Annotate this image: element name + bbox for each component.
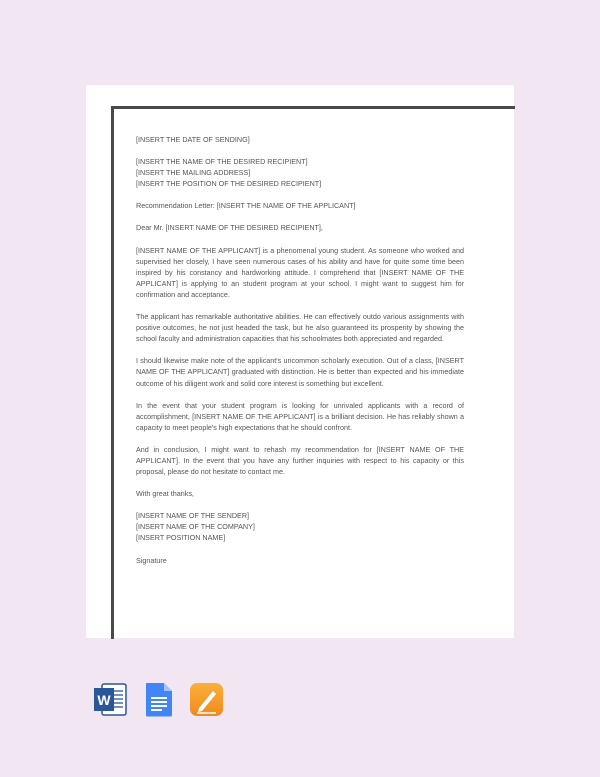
recipient-position: [INSERT THE POSITION OF THE DESIRED RECIPIENT]: [136, 179, 322, 189]
pages-icon[interactable]: [189, 682, 224, 717]
paragraph-4: In the event that your student program is looking for unrivaled applicants with a record of accomplishment, [INSERT NAME OF THE APPLICANT] is a brilliant decision. He has reliably shown a capacity to meet people's high expectations that he should confront.: [136, 400, 464, 432]
letter-body: [136, 134, 464, 577]
letter-closing: With great thanks,: [136, 489, 194, 499]
sender-company: [INSERT NAME OF THE COMPANY]: [136, 522, 255, 532]
paragraph-5: And in conclusion, I might want to rehash my recommendation for [INSERT NAME OF THE APPLICANT]. In the event that you have any further inquiries with respect to his capacity or this proposal, please do not hesitate to contact me.: [136, 444, 464, 477]
paragraph-2: The applicant has remarkable authoritative abilities. He can effectively outdo various assignments with positive outcomes, he not just headed the task, but he also guaranteed its prosperity by showing the school faculty and administration capacities that his schoolmates both appreciated and regarded.: [136, 312, 464, 344]
paragraph-3: I should likewise make note of the applicant's uncommon scholarly execution. Out of a class, [INSERT NAME OF THE APPLICANT] graduated with distinction. He is better than expected and his immediate outcome of his diligent work and solid core interest is something but excellent.: [136, 356, 464, 388]
google-docs-icon[interactable]: [141, 682, 176, 717]
word-icon[interactable]: [93, 682, 128, 717]
paragraph-1: [INSERT NAME OF THE APPLICANT] is a phenomenal young student. As someone who worked and supervised her closely, I have seen numerous cases of his ability and have for quite some time been inspired by his constancy and hardworking attitude. I comprehend that [INSERT NAME OF THE APPLICANT] is applying to an student program at your school. I might want to suggest him for confirmation and acceptance.: [136, 245, 464, 299]
sender-name: [INSERT NAME OF THE SENDER]: [136, 511, 250, 521]
format-icons: [93, 682, 224, 717]
sender-block: [136, 510, 464, 543]
sender-position: [INSERT POSITION NAME]: [136, 533, 226, 543]
recipient-name: [INSERT THE NAME OF THE DESIRED RECIPIENT]: [136, 157, 308, 167]
letter-signature: Signature: [136, 555, 167, 565]
letter-date: [INSERT THE DATE OF SENDING]: [136, 135, 250, 144]
recipient-block: [136, 156, 464, 189]
letter-subject: Recommendation Letter: [INSERT THE NAME OF THE APPLICANT]: [136, 201, 356, 211]
letter-salutation: Dear Mr. [INSERT NAME OF THE DESIRED RECIPIENT],: [136, 223, 323, 233]
svg-text:W: W: [97, 692, 111, 708]
recipient-address: [INSERT THE MAILING ADDRESS]: [136, 168, 251, 178]
